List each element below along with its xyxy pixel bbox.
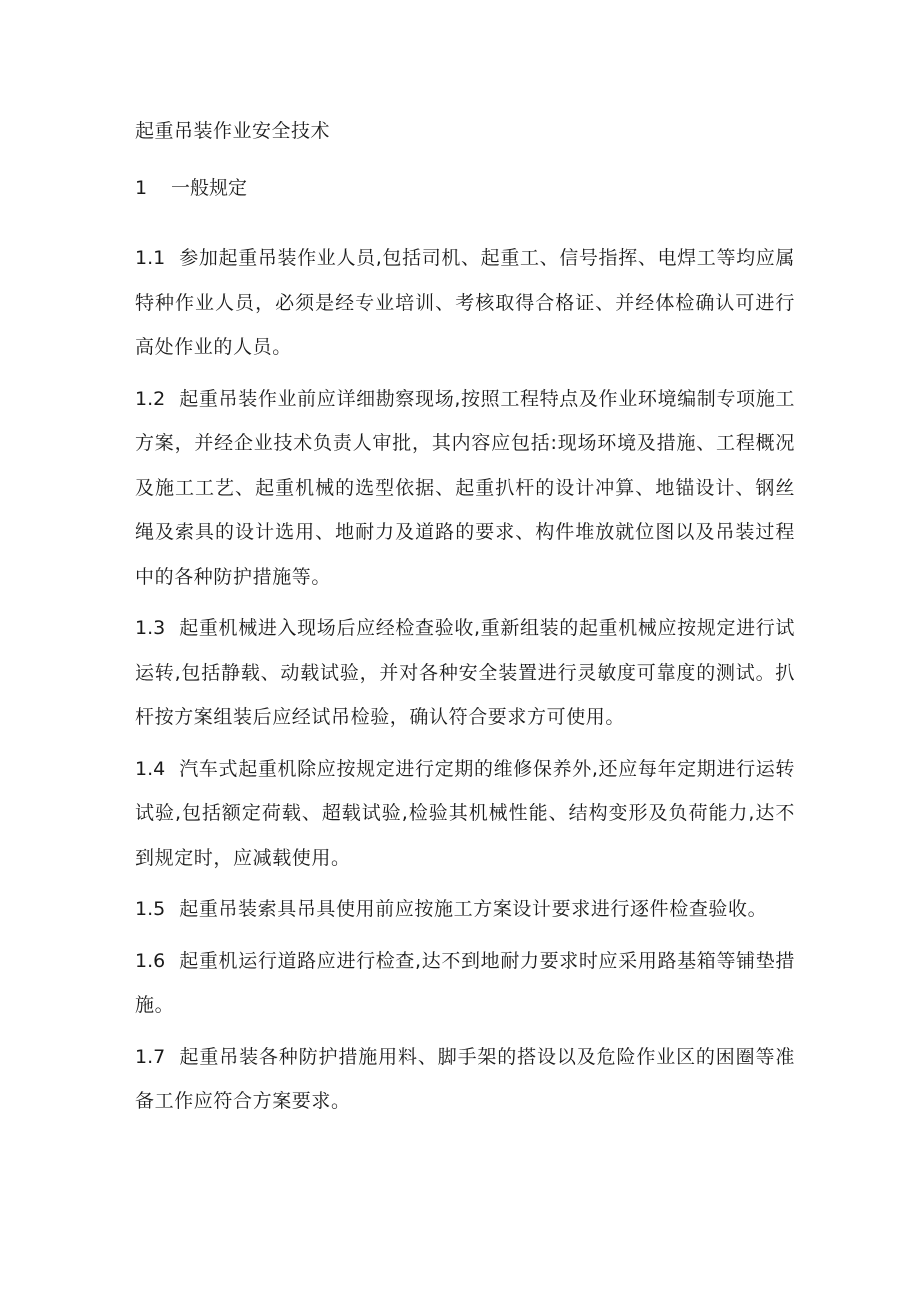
clause-text: 起重机械进入现场后应经检查验收,重新组装的起重机械应按规定进行试运转,包括静载、动载试验，并对各种安全装置进行灵敏度可靠度的测试。扒杆按方案组装后应经试吊检验，确认符合要求方可使用。 xyxy=(135,617,795,728)
clause-text: 起重机运行道路应进行检查,达不到地耐力要求时应采用路基箱等铺垫措施。 xyxy=(135,949,795,1016)
clause-number: 1.3 xyxy=(135,617,166,639)
clause-1-1 xyxy=(135,236,795,370)
clause-number: 1.6 xyxy=(135,949,166,972)
section-title: 一般规定 xyxy=(171,177,248,199)
clause-text: 起重吊装索具吊具使用前应按施工方案设计要求进行逐件检查验收。 xyxy=(179,898,768,920)
clause-1-5 xyxy=(135,887,795,932)
clause-1-3 xyxy=(135,606,795,740)
document-title: 起重吊装作业安全技术 xyxy=(135,120,331,142)
clause-1-7 xyxy=(135,1035,795,1124)
clause-number: 1.1 xyxy=(135,247,166,269)
clause-1-2 xyxy=(135,377,795,600)
clause-number: 1.5 xyxy=(135,898,166,920)
section-heading xyxy=(135,173,247,203)
clause-list xyxy=(135,236,795,1131)
clause-1-4 xyxy=(135,747,795,881)
clause-1-6 xyxy=(135,939,795,1028)
section-number: 1 xyxy=(135,177,148,199)
clause-number: 1.7 xyxy=(135,1045,166,1068)
clause-text: 参加起重吊装作业人员,包括司机、起重工、信号指挥、电焊工等均应属特种作业人员，必须是经专业培训、考核取得合格证、并经体检确认可进行高处作业的人员。 xyxy=(135,247,795,358)
clause-number: 1.4 xyxy=(135,757,166,780)
clause-text: 起重吊装各种防护措施用料、脚手架的搭设以及危险作业区的困圈等准备工作应符合方案要求。 xyxy=(135,1045,795,1112)
clause-text: 起重吊装作业前应详细勘察现场,按照工程特点及作业环境编制专项施工方案，并经企业技术负责人审批，其内容应包括:现场环境及措施、工程概况及施工工艺、起重机械的选型依据、起重扒杆的设计冲算、地锚设计、钢丝绳及索具的设计选用、地耐力及道路的要求、构件堆放就位图以及吊装过程中的各种防护措施等。 xyxy=(135,387,795,588)
clause-number: 1.2 xyxy=(135,387,166,410)
clause-text: 汽车式起重机除应按规定进行定期的维修保养外,还应每年定期进行运转试验,包括额定荷载、超载试验,检验其机械性能、结构变形及负荷能力,达不到规定时，应减载使用。 xyxy=(135,757,795,869)
